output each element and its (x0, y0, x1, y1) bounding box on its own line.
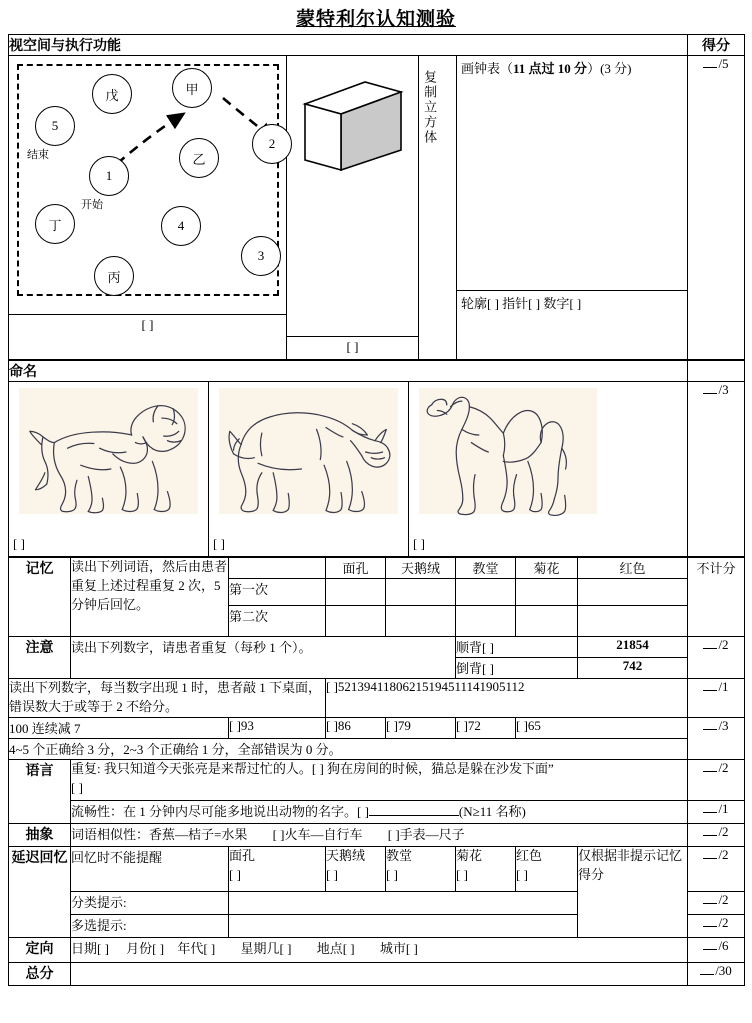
rhino-image-area (209, 382, 408, 534)
category-cue-score[interactable]: /2 (688, 892, 745, 915)
delayed-recall-no-cue: 回忆时不能提醒 (71, 847, 229, 892)
total-score[interactable]: /30 (688, 963, 745, 986)
trail-dashed-border (17, 64, 279, 296)
abstraction-item-watch[interactable]: [ ]手表—尺子 (387, 827, 465, 842)
trail-circle-2[interactable]: 2 (252, 124, 292, 164)
trail-making-cell[interactable] (9, 56, 287, 360)
clock-prompt-suffix: ）(3 分) (587, 61, 632, 76)
serial-item-72[interactable]: [ ]72 (456, 718, 516, 739)
memory-trial1-cell-4[interactable] (516, 579, 578, 606)
memory-instruction: 读出下列词语，然后由患者重复上述过程重复 2 次，5 分钟后回忆。 (71, 558, 229, 637)
trail-circle-3[interactable]: 3 (241, 236, 281, 276)
visuospatial-heading: 视空间与执行功能 (9, 35, 688, 56)
memory-word-header-blank (229, 558, 326, 579)
clock-contour[interactable]: 轮廓[ ] (461, 296, 499, 311)
memory-trial1-cell-1[interactable] (326, 579, 386, 606)
clock-hands[interactable]: 指针[ ] (502, 296, 541, 311)
serial-item-65[interactable]: [ ]65 (516, 718, 688, 739)
cube-score-bracket[interactable]: [ ] (287, 336, 418, 359)
trail-circle-jia[interactable]: 甲 (172, 68, 212, 108)
abstraction-label: 抽象 (9, 824, 71, 847)
memory-label: 记忆 (9, 558, 71, 637)
trail-start-label: 开始 (81, 199, 103, 211)
digit-forward-value: 21854 (578, 637, 688, 658)
memory-trial1-cell-3[interactable] (456, 579, 516, 606)
naming-heading-score-spacer (688, 361, 745, 382)
multiple-choice-cue-label: 多选提示: (71, 915, 229, 938)
recall-word-4[interactable]: 菊花 [ ] (456, 847, 516, 892)
visuospatial-score[interactable]: /5 (688, 56, 745, 360)
cube-caption-cell (419, 56, 457, 360)
vigilance-bracket[interactable]: [ ] (326, 679, 338, 694)
attention-digit-instruction: 读出下列数字，请患者重复（每秒 1 个）。 (71, 637, 456, 679)
cube-icon (301, 78, 405, 174)
language-repeat-bracket[interactable]: [ ] (71, 779, 83, 795)
memory-trial2-cell-5[interactable] (578, 606, 688, 637)
trail-circle-ding[interactable]: 丁 (35, 204, 75, 244)
delayed-recall-note: 仅根据非提示记忆得分 (578, 847, 688, 938)
language-repeat-cell[interactable] (71, 760, 688, 801)
digit-backward-label[interactable]: 倒背[ ] (456, 658, 578, 679)
trail-circle-5[interactable]: 5 (35, 106, 75, 146)
clock-criteria[interactable] (457, 290, 687, 313)
attention-digit-score[interactable]: /2 (688, 637, 745, 679)
serial-seven-label: 100 连续减 7 (9, 718, 229, 739)
serial-item-93[interactable]: [ ]93 (229, 718, 326, 739)
orientation-date[interactable]: 日期[ ] (71, 941, 109, 956)
memory-trial2-label: 第二次 (229, 606, 326, 637)
clock-numbers[interactable]: 数字[ ] (543, 296, 582, 311)
memory-trial1-cell-2[interactable] (386, 579, 456, 606)
naming-table (8, 360, 745, 557)
trail-circle-wu[interactable]: 戊 (92, 74, 132, 114)
score-column-header: 得分 (688, 35, 745, 56)
memory-trial2-cell-3[interactable] (456, 606, 516, 637)
delayed-recall-label: 延迟回忆 (9, 847, 71, 938)
clock-prompt-prefix: 画钟表（ (461, 61, 514, 76)
memory-word-3: 教堂 (456, 558, 516, 579)
lion-icon (9, 386, 209, 518)
delayed-recall-score[interactable]: /2 (688, 847, 745, 892)
trail-circle-yi[interactable]: 乙 (179, 138, 219, 178)
clock-prompt (457, 56, 687, 79)
memory-trial2-cell-4[interactable] (516, 606, 578, 637)
naming-score[interactable]: /3 (688, 382, 745, 557)
naming-lion-cell[interactable] (9, 382, 209, 557)
naming-camel-cell[interactable] (409, 382, 688, 557)
naming-heading: 命名 (9, 361, 688, 382)
abstraction-example: 词语相似性：香蕉—桔子=水果 (71, 827, 248, 842)
category-cue-field[interactable] (229, 892, 578, 915)
memory-word-1: 面孔 (326, 558, 386, 579)
memory-word-5: 红色 (578, 558, 688, 579)
orientation-cell[interactable] (71, 938, 688, 963)
trail-circle-bing[interactable]: 丙 (94, 256, 134, 296)
lower-sections-table (8, 557, 745, 986)
orientation-place[interactable]: 地点[ ] (316, 941, 355, 956)
language-repeat-score[interactable]: /2 (688, 760, 745, 801)
orientation-score[interactable]: /6 (688, 938, 745, 963)
vigilance-sequence: 52139411806215194511141905112 (337, 679, 525, 694)
total-label: 总分 (9, 963, 71, 986)
trail-circle-4[interactable]: 4 (161, 206, 201, 246)
language-label: 语言 (9, 760, 71, 824)
digit-backward-value: 742 (578, 658, 688, 679)
serial-item-86[interactable]: [ ]86 (326, 718, 386, 739)
total-blank-cell (71, 963, 688, 986)
clock-draw-cell[interactable] (457, 56, 688, 360)
clock-drawing-area[interactable] (457, 79, 687, 290)
page-title: 蒙特利尔认知测验 (295, 9, 456, 30)
vigilance-sequence-cell[interactable] (326, 679, 688, 718)
language-fluency-cell[interactable] (71, 801, 688, 824)
language-fluency-text: 流畅性：在 1 分钟内尽可能多地说出动物的名字。[ ] (71, 804, 369, 819)
trail-score-bracket[interactable]: [ ] (9, 314, 286, 337)
orientation-weekday[interactable]: 星期几[ ] (240, 941, 292, 956)
cube-drawing (287, 56, 418, 336)
cube-caption: 复制立方体 (422, 70, 438, 145)
trail-making-area[interactable] (9, 56, 286, 314)
trail-circle-1[interactable]: 1 (89, 156, 129, 196)
vigilance-score[interactable]: /1 (688, 679, 745, 718)
clock-prompt-time: 11 点过 10 分 (513, 61, 588, 76)
memory-score: 不计分 (688, 558, 745, 637)
memory-trial1-label: 第一次 (229, 579, 326, 606)
memory-trial1-cell-5[interactable] (578, 579, 688, 606)
multiple-choice-cue-score[interactable]: /2 (688, 915, 745, 938)
serial-item-79[interactable]: [ ]79 (386, 718, 456, 739)
orientation-year[interactable]: 年代[ ] (177, 941, 216, 956)
trail-end-label: 结束 (27, 149, 49, 161)
orientation-month[interactable]: 月份[ ] (126, 941, 165, 956)
category-cue-label: 分类提示: (71, 892, 229, 915)
abstraction-item-train[interactable]: [ ]火车—自行车 (272, 827, 363, 842)
rhino-bracket[interactable]: [ ] (213, 536, 225, 551)
rhinoceros-icon (209, 386, 409, 518)
orientation-city[interactable]: 城市[ ] (379, 941, 418, 956)
memory-word-4: 菊花 (516, 558, 578, 579)
visuospatial-header-row (9, 35, 745, 56)
attention-label: 注意 (9, 637, 71, 679)
recall-word-2[interactable]: 天鹅绒 [ ] (326, 847, 386, 892)
camel-icon (409, 386, 609, 518)
visuospatial-table (8, 34, 745, 360)
lion-bracket[interactable]: [ ] (13, 536, 25, 551)
memory-word-2: 天鹅绒 (386, 558, 456, 579)
abstraction-score[interactable]: /2 (688, 824, 745, 847)
serial-seven-score[interactable]: /3 (688, 718, 745, 760)
multiple-choice-cue-field[interactable] (229, 915, 578, 938)
recall-word-3[interactable]: 教堂 [ ] (386, 847, 456, 892)
camel-bracket[interactable]: [ ] (413, 536, 425, 551)
abstraction-cell[interactable] (71, 824, 688, 847)
camel-image-area (409, 382, 687, 534)
digit-forward-label[interactable]: 顺背[ ] (456, 637, 578, 658)
fluency-write-line[interactable] (369, 803, 459, 816)
cube-copy-cell[interactable] (287, 56, 419, 360)
vigilance-instruction: 读出下列数字，每当数字出现 1 时，患者敲 1 下桌面，错误数大于或等于 2 不给分。 (9, 679, 326, 718)
recall-word-1[interactable]: 面孔 [ ] (229, 847, 326, 892)
naming-rhino-cell[interactable] (209, 382, 409, 557)
recall-word-5[interactable]: 红色 [ ] (516, 847, 578, 892)
memory-trial2-cell-2[interactable] (386, 606, 456, 637)
orientation-label: 定向 (9, 938, 71, 963)
language-fluency-suffix: (N≥11 名称) (458, 804, 526, 819)
language-fluency-score[interactable]: /1 (688, 801, 745, 824)
serial-seven-rule: 4~5 个正确给 3 分，2~3 个正确给 1 分，全部错误为 0 分。 (9, 739, 688, 760)
memory-trial2-cell-1[interactable] (326, 606, 386, 637)
language-repeat-text: 重复: 我只知道今天张亮是来帮过忙的人。[ ] 狗在房间的时候，猫总是躲在沙发下面” (71, 761, 554, 776)
lion-image-area (9, 382, 208, 534)
